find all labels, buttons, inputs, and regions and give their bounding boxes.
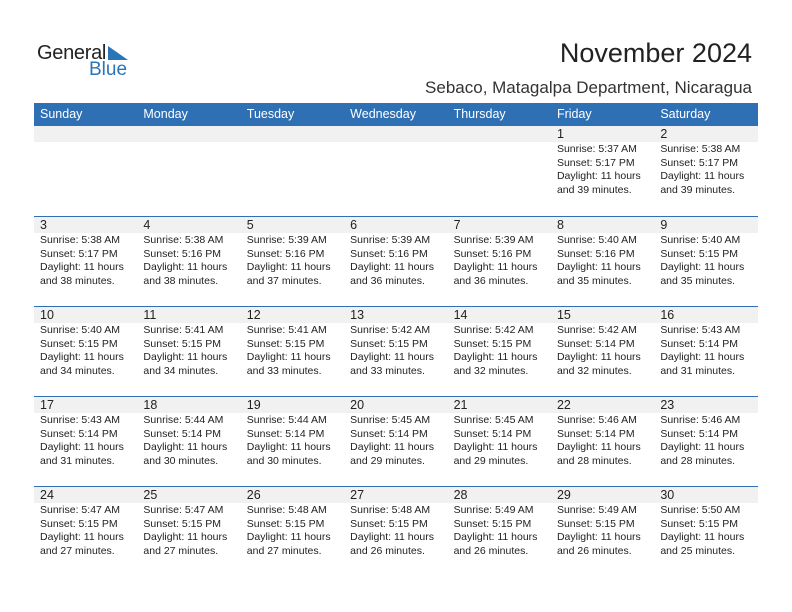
- daylight-hours: Daylight: 11 hours: [246, 261, 331, 273]
- daylight-hours: Daylight: 11 hours: [246, 441, 331, 453]
- day-cell: [551, 487, 654, 576]
- sunset-time: Sunset: 5:15 PM: [143, 337, 222, 350]
- daylight-hours: Daylight: 11 hours: [453, 531, 538, 543]
- daylight-minutes: and 27 minutes.: [40, 544, 115, 557]
- day-cell: [241, 307, 344, 396]
- day-cell: [654, 307, 757, 396]
- daylight-hours: Daylight: 11 hours: [556, 441, 641, 453]
- sunset-time: Sunset: 5:14 PM: [453, 427, 532, 440]
- daylight-minutes: and 26 minutes.: [350, 544, 425, 557]
- day-cell: [654, 217, 757, 306]
- sunset-time: Sunset: 5:14 PM: [556, 337, 635, 350]
- daylight-minutes: and 32 minutes.: [453, 364, 529, 377]
- daylight-hours: Daylight: 11 hours: [660, 441, 745, 453]
- weekday-monday: Monday: [143, 107, 188, 121]
- sunset-time: Sunset: 5:15 PM: [660, 517, 738, 530]
- day-info: [344, 233, 447, 288]
- sunset-time: Sunset: 5:15 PM: [453, 337, 532, 350]
- daylight-minutes: and 38 minutes.: [40, 274, 115, 287]
- sunrise-time: Sunrise: 5:41 AM: [246, 324, 327, 336]
- generalblue-logo: [37, 42, 137, 82]
- day-number: [448, 126, 551, 142]
- day-info: [654, 233, 757, 288]
- day-cell: [34, 217, 137, 306]
- day-info: [34, 233, 137, 288]
- daylight-hours: Daylight: 11 hours: [453, 441, 538, 453]
- empty-day-cell: [137, 126, 240, 216]
- day-info: [551, 233, 654, 288]
- sunset-time: Sunset: 5:14 PM: [143, 427, 222, 440]
- sunset-time: Sunset: 5:15 PM: [660, 247, 738, 260]
- day-number: 4: [137, 217, 240, 233]
- day-number: 15: [551, 307, 654, 323]
- sunset-time: Sunset: 5:17 PM: [660, 156, 738, 169]
- day-number: 17: [34, 397, 137, 413]
- daylight-hours: Daylight: 11 hours: [556, 170, 641, 182]
- day-cell: [654, 126, 757, 216]
- day-cell: [551, 217, 654, 306]
- day-number: 24: [34, 487, 137, 503]
- day-number: 28: [448, 487, 551, 503]
- day-cell: [137, 397, 240, 486]
- sunrise-time: Sunrise: 5:44 AM: [143, 414, 224, 426]
- day-info: [241, 233, 344, 288]
- daylight-hours: Daylight: 11 hours: [143, 261, 228, 273]
- sunrise-time: Sunrise: 5:38 AM: [660, 143, 741, 155]
- daylight-minutes: and 34 minutes.: [143, 364, 219, 377]
- day-cell: [241, 397, 344, 486]
- day-info: [241, 413, 344, 468]
- daylight-hours: Daylight: 11 hours: [660, 170, 745, 182]
- sunrise-time: Sunrise: 5:40 AM: [40, 324, 120, 336]
- day-number: 30: [654, 487, 757, 503]
- empty-day-cell: [344, 126, 447, 216]
- daylight-hours: Daylight: 11 hours: [246, 351, 331, 363]
- day-cell: [551, 126, 654, 216]
- day-info: [344, 503, 447, 558]
- weekday-wednesday: Wednesday: [350, 107, 416, 121]
- day-info: [654, 142, 757, 197]
- day-number: 9: [654, 217, 757, 233]
- sunrise-time: Sunrise: 5:43 AM: [660, 324, 741, 336]
- week-row: [34, 396, 758, 486]
- sunset-time: Sunset: 5:15 PM: [246, 517, 325, 530]
- sunset-time: Sunset: 5:15 PM: [350, 517, 428, 530]
- daylight-hours: Daylight: 11 hours: [556, 531, 641, 543]
- daylight-minutes: and 39 minutes.: [660, 183, 736, 196]
- day-info: [344, 413, 447, 468]
- daylight-hours: Daylight: 11 hours: [143, 351, 228, 363]
- day-info: [137, 233, 240, 288]
- daylight-minutes: and 33 minutes.: [350, 364, 425, 377]
- day-cell: [241, 217, 344, 306]
- daylight-minutes: and 26 minutes.: [453, 544, 529, 557]
- day-info: [551, 142, 654, 197]
- day-number: 23: [654, 397, 757, 413]
- sunrise-time: Sunrise: 5:39 AM: [453, 234, 534, 246]
- day-cell: [551, 307, 654, 396]
- empty-day-cell: [34, 126, 137, 216]
- day-cell: [137, 217, 240, 306]
- daylight-minutes: and 33 minutes.: [246, 364, 322, 377]
- daylight-minutes: and 28 minutes.: [556, 454, 632, 467]
- day-number: 13: [344, 307, 447, 323]
- daylight-minutes: and 30 minutes.: [246, 454, 322, 467]
- sunrise-time: Sunrise: 5:44 AM: [246, 414, 327, 426]
- day-info: [137, 413, 240, 468]
- sunrise-time: Sunrise: 5:49 AM: [556, 504, 637, 516]
- sunset-time: Sunset: 5:16 PM: [556, 247, 635, 260]
- daylight-minutes: and 28 minutes.: [660, 454, 736, 467]
- day-cell: [448, 397, 551, 486]
- sunset-time: Sunset: 5:15 PM: [453, 517, 532, 530]
- daylight-minutes: and 31 minutes.: [40, 454, 115, 467]
- sunset-time: Sunset: 5:16 PM: [350, 247, 428, 260]
- sunrise-time: Sunrise: 5:42 AM: [453, 324, 534, 336]
- day-number: 21: [448, 397, 551, 413]
- day-cell: [344, 487, 447, 576]
- sunrise-time: Sunrise: 5:42 AM: [556, 324, 637, 336]
- sunrise-time: Sunrise: 5:40 AM: [556, 234, 637, 246]
- daylight-hours: Daylight: 11 hours: [246, 531, 331, 543]
- sunrise-time: Sunrise: 5:39 AM: [350, 234, 431, 246]
- day-number: 10: [34, 307, 137, 323]
- sunrise-time: Sunrise: 5:45 AM: [453, 414, 534, 426]
- daylight-minutes: and 35 minutes.: [660, 274, 736, 287]
- sunset-time: Sunset: 5:15 PM: [40, 517, 118, 530]
- day-number: 8: [551, 217, 654, 233]
- sunrise-time: Sunrise: 5:42 AM: [350, 324, 431, 336]
- day-number: 1: [551, 126, 654, 142]
- day-info: [137, 503, 240, 558]
- daylight-minutes: and 27 minutes.: [143, 544, 219, 557]
- day-number: 27: [344, 487, 447, 503]
- sunset-time: Sunset: 5:15 PM: [350, 337, 428, 350]
- daylight-minutes: and 36 minutes.: [350, 274, 425, 287]
- day-cell: [137, 487, 240, 576]
- sunset-time: Sunset: 5:14 PM: [556, 427, 635, 440]
- daylight-minutes: and 27 minutes.: [246, 544, 322, 557]
- week-row: [34, 486, 758, 576]
- daylight-minutes: and 29 minutes.: [453, 454, 529, 467]
- logo-text-general: General: [37, 42, 107, 64]
- weekday-thursday: Thursday: [453, 107, 506, 121]
- daylight-minutes: and 25 minutes.: [660, 544, 736, 557]
- daylight-hours: Daylight: 11 hours: [40, 441, 124, 453]
- calendar-weeks: [34, 126, 758, 576]
- sunrise-time: Sunrise: 5:48 AM: [350, 504, 431, 516]
- day-number: [34, 126, 137, 142]
- day-number: 19: [241, 397, 344, 413]
- daylight-hours: Daylight: 11 hours: [143, 441, 228, 453]
- day-info: [34, 413, 137, 468]
- day-number: 18: [137, 397, 240, 413]
- sunset-time: Sunset: 5:17 PM: [40, 247, 118, 260]
- daylight-minutes: and 35 minutes.: [556, 274, 632, 287]
- day-info: [241, 323, 344, 378]
- sunrise-time: Sunrise: 5:47 AM: [40, 504, 120, 516]
- daylight-minutes: and 38 minutes.: [143, 274, 219, 287]
- day-number: 12: [241, 307, 344, 323]
- weekday-header: [34, 103, 758, 126]
- sunrise-time: Sunrise: 5:38 AM: [143, 234, 224, 246]
- sunrise-time: Sunrise: 5:48 AM: [246, 504, 327, 516]
- sunset-time: Sunset: 5:14 PM: [350, 427, 428, 440]
- day-number: 2: [654, 126, 757, 142]
- sunrise-time: Sunrise: 5:41 AM: [143, 324, 224, 336]
- day-number: 20: [344, 397, 447, 413]
- day-number: [344, 126, 447, 142]
- empty-day-cell: [241, 126, 344, 216]
- day-info: [344, 323, 447, 378]
- sunrise-time: Sunrise: 5:40 AM: [660, 234, 741, 246]
- daylight-minutes: and 39 minutes.: [556, 183, 632, 196]
- day-info: [137, 323, 240, 378]
- daylight-minutes: and 29 minutes.: [350, 454, 425, 467]
- daylight-minutes: and 26 minutes.: [556, 544, 632, 557]
- day-number: 16: [654, 307, 757, 323]
- daylight-hours: Daylight: 11 hours: [350, 531, 435, 543]
- daylight-hours: Daylight: 11 hours: [40, 531, 124, 543]
- sunset-time: Sunset: 5:16 PM: [246, 247, 325, 260]
- daylight-hours: Daylight: 11 hours: [350, 351, 435, 363]
- day-info: [551, 503, 654, 558]
- day-cell: [344, 397, 447, 486]
- day-info: [551, 413, 654, 468]
- daylight-minutes: and 37 minutes.: [246, 274, 322, 287]
- day-info: [448, 323, 551, 378]
- sunset-time: Sunset: 5:14 PM: [40, 427, 118, 440]
- day-number: 29: [551, 487, 654, 503]
- day-info: [654, 503, 757, 558]
- day-number: [241, 126, 344, 142]
- sunrise-time: Sunrise: 5:50 AM: [660, 504, 741, 516]
- daylight-hours: Daylight: 11 hours: [350, 441, 435, 453]
- day-cell: [448, 217, 551, 306]
- sunrise-time: Sunrise: 5:43 AM: [40, 414, 120, 426]
- weekday-friday: Friday: [556, 107, 592, 121]
- daylight-hours: Daylight: 11 hours: [453, 351, 538, 363]
- day-number: 22: [551, 397, 654, 413]
- daylight-hours: Daylight: 11 hours: [40, 261, 124, 273]
- daylight-hours: Daylight: 11 hours: [660, 261, 745, 273]
- calendar-grid: [34, 103, 758, 576]
- weekday-tuesday: Tuesday: [246, 107, 295, 121]
- day-cell: [34, 397, 137, 486]
- sunset-time: Sunset: 5:16 PM: [143, 247, 222, 260]
- day-number: 5: [241, 217, 344, 233]
- sunset-time: Sunset: 5:14 PM: [660, 427, 738, 440]
- day-info: [654, 413, 757, 468]
- daylight-minutes: and 36 minutes.: [453, 274, 529, 287]
- day-info: [551, 323, 654, 378]
- sunrise-time: Sunrise: 5:45 AM: [350, 414, 431, 426]
- page-title: November 2024: [559, 38, 752, 68]
- daylight-hours: Daylight: 11 hours: [350, 261, 435, 273]
- day-cell: [34, 307, 137, 396]
- weekday-sunday: Sunday: [40, 107, 83, 121]
- logo-text-blue: Blue: [89, 59, 128, 80]
- day-info: [448, 233, 551, 288]
- day-number: 3: [34, 217, 137, 233]
- daylight-hours: Daylight: 11 hours: [660, 531, 745, 543]
- daylight-minutes: and 32 minutes.: [556, 364, 632, 377]
- day-number: 25: [137, 487, 240, 503]
- daylight-hours: Daylight: 11 hours: [143, 531, 228, 543]
- day-cell: [241, 487, 344, 576]
- daylight-hours: Daylight: 11 hours: [556, 261, 641, 273]
- daylight-hours: Daylight: 11 hours: [660, 351, 745, 363]
- day-info: [34, 323, 137, 378]
- weekday-saturday: Saturday: [660, 107, 711, 121]
- daylight-minutes: and 34 minutes.: [40, 364, 115, 377]
- day-cell: [344, 307, 447, 396]
- week-row: [34, 216, 758, 306]
- day-cell: [344, 217, 447, 306]
- empty-day-cell: [448, 126, 551, 216]
- sunset-time: Sunset: 5:14 PM: [246, 427, 325, 440]
- day-cell: [654, 397, 757, 486]
- sunrise-time: Sunrise: 5:39 AM: [246, 234, 327, 246]
- daylight-minutes: and 31 minutes.: [660, 364, 736, 377]
- sunrise-time: Sunrise: 5:47 AM: [143, 504, 224, 516]
- day-number: 11: [137, 307, 240, 323]
- sunset-time: Sunset: 5:15 PM: [143, 517, 222, 530]
- sunset-time: Sunset: 5:14 PM: [660, 337, 738, 350]
- sunset-time: Sunset: 5:15 PM: [40, 337, 118, 350]
- sunset-time: Sunset: 5:15 PM: [556, 517, 635, 530]
- week-row: [34, 306, 758, 396]
- daylight-hours: Daylight: 11 hours: [453, 261, 538, 273]
- day-number: 6: [344, 217, 447, 233]
- day-info: [448, 503, 551, 558]
- day-cell: [448, 307, 551, 396]
- sunset-time: Sunset: 5:16 PM: [453, 247, 532, 260]
- sunrise-time: Sunrise: 5:46 AM: [556, 414, 637, 426]
- sunset-time: Sunset: 5:17 PM: [556, 156, 635, 169]
- location-subtitle: Sebaco, Matagalpa Department, Nicaragua: [425, 78, 752, 97]
- daylight-hours: Daylight: 11 hours: [556, 351, 641, 363]
- sunset-time: Sunset: 5:15 PM: [246, 337, 325, 350]
- day-info: [241, 503, 344, 558]
- sunrise-time: Sunrise: 5:46 AM: [660, 414, 741, 426]
- daylight-hours: Daylight: 11 hours: [40, 351, 124, 363]
- day-info: [448, 413, 551, 468]
- day-number: 14: [448, 307, 551, 323]
- day-info: [34, 503, 137, 558]
- day-info: [654, 323, 757, 378]
- day-cell: [448, 487, 551, 576]
- day-cell: [654, 487, 757, 576]
- daylight-minutes: and 30 minutes.: [143, 454, 219, 467]
- day-cell: [551, 397, 654, 486]
- day-cell: [137, 307, 240, 396]
- sunrise-time: Sunrise: 5:49 AM: [453, 504, 534, 516]
- day-cell: [34, 487, 137, 576]
- day-number: [137, 126, 240, 142]
- sunrise-time: Sunrise: 5:38 AM: [40, 234, 120, 246]
- sunrise-time: Sunrise: 5:37 AM: [556, 143, 637, 155]
- day-number: 7: [448, 217, 551, 233]
- logo-triangle-icon: [108, 46, 128, 60]
- week-row: [34, 126, 758, 216]
- day-number: 26: [241, 487, 344, 503]
